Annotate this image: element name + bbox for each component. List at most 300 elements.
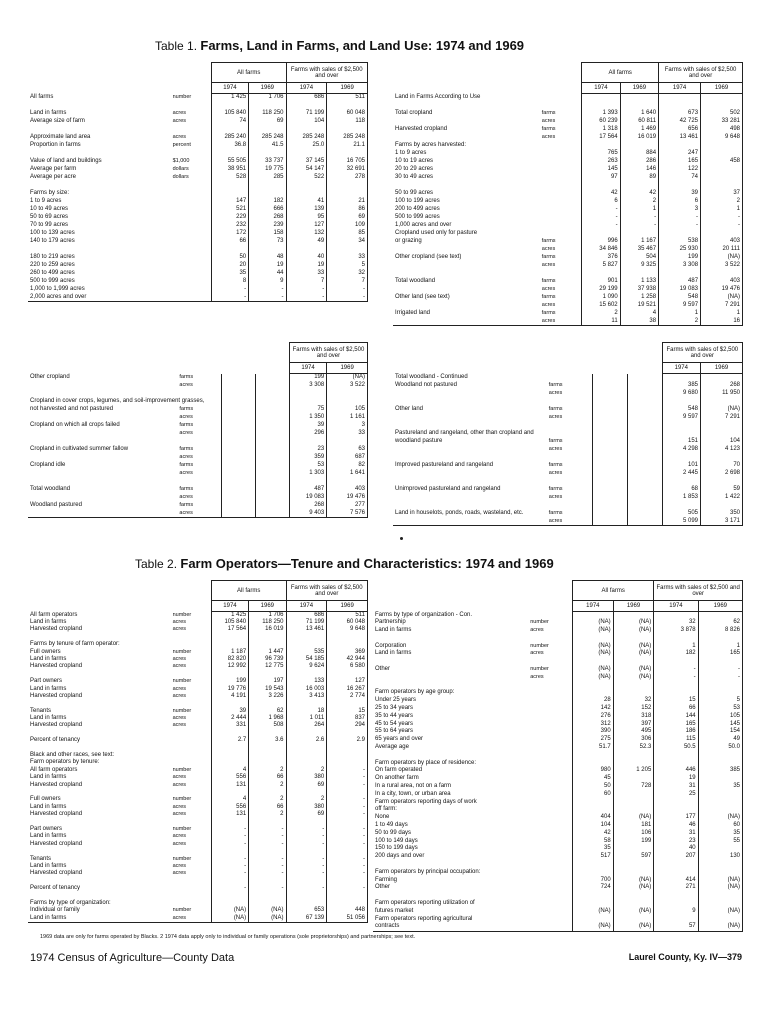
cell-value	[659, 142, 701, 150]
row-unit: acres	[541, 317, 556, 324]
cell-value: 101	[662, 462, 700, 470]
table-row	[393, 142, 743, 150]
cell-empty	[255, 446, 289, 454]
cell-value: 556	[211, 774, 248, 781]
row-label: All farm operators	[30, 611, 78, 618]
cell-value	[613, 806, 654, 814]
table-row	[28, 150, 368, 158]
row-label: On another farm	[375, 775, 419, 782]
cell-value: 4 191	[211, 693, 248, 700]
cell-value	[211, 878, 248, 885]
table-row	[373, 705, 743, 713]
cell-value	[654, 752, 698, 760]
row-label: 35 to 44 years	[375, 712, 414, 719]
table-row	[28, 238, 368, 246]
cell-value: 9 624	[286, 663, 327, 670]
cell-value	[613, 612, 654, 620]
cell-value	[286, 878, 327, 885]
table-row	[393, 486, 743, 494]
cell-empty	[222, 454, 256, 462]
cell-value	[582, 230, 620, 238]
row-label	[28, 494, 177, 502]
cell-value	[613, 791, 654, 799]
cell-value	[211, 246, 248, 254]
cell-value: 285 248	[249, 134, 286, 142]
cell-value: 1 133	[620, 278, 658, 286]
row-unit: acres	[172, 722, 187, 729]
table-row	[28, 462, 368, 470]
cell-value: 68	[662, 486, 700, 494]
cell-value: 2.9	[327, 737, 368, 744]
table-row	[28, 414, 368, 422]
table-row	[393, 118, 743, 126]
cell-value	[698, 612, 742, 620]
table-row	[393, 198, 743, 206]
row-label	[393, 454, 547, 462]
cell-value: 3 522	[701, 262, 743, 270]
row-label: Individual or family	[30, 907, 80, 914]
row-unit	[528, 884, 572, 892]
table-row	[393, 222, 743, 230]
cell-value: 21	[327, 198, 368, 206]
cell-value: 268	[249, 214, 286, 222]
row-unit: acres	[541, 301, 556, 308]
row-unit: acres	[548, 517, 563, 524]
cell-value	[582, 102, 620, 110]
header-year-row	[28, 83, 368, 94]
table-row	[393, 102, 743, 110]
cell-empty	[255, 398, 289, 406]
row-label: 20 to 29 acres	[395, 165, 434, 172]
table-row	[393, 214, 743, 222]
cell-value: 502	[701, 110, 743, 118]
table-row	[373, 838, 743, 846]
table-row	[373, 869, 743, 877]
cell-value: 73	[249, 238, 286, 246]
row-unit: acres	[172, 109, 187, 116]
cell-value	[289, 390, 326, 398]
row-unit: farms	[179, 461, 194, 468]
cell-value: 980	[573, 767, 614, 775]
table-row	[373, 767, 743, 775]
cell-value: 1 706	[249, 612, 286, 620]
header-group-row	[393, 63, 743, 83]
header-spacer	[28, 83, 211, 94]
cell-value: 25.0	[286, 142, 327, 150]
table-row	[393, 454, 743, 462]
table-row	[373, 775, 743, 783]
row-label	[28, 700, 171, 707]
cell-value: 182	[654, 650, 698, 658]
cell-value: -	[211, 826, 248, 833]
row-unit	[547, 454, 592, 462]
cell-value: 9 648	[327, 626, 368, 633]
cell-value: 37	[701, 190, 743, 198]
cell-value: (NA)	[249, 915, 286, 923]
cell-value: (NA)	[573, 643, 614, 651]
row-unit: farms	[541, 109, 556, 116]
cell-value: 11	[582, 318, 620, 326]
row-unit	[177, 390, 221, 398]
row-unit: acres	[548, 469, 563, 476]
row-label: Farms by type of organization - Con.	[375, 611, 473, 618]
cell-value	[573, 658, 614, 666]
cell-value: 1 422	[701, 494, 743, 502]
cell-value: 105 840	[211, 110, 248, 118]
row-unit	[171, 222, 212, 230]
row-label: Farming	[375, 876, 398, 883]
cell-value	[249, 641, 286, 648]
row-unit	[528, 612, 572, 620]
cell-value: 765	[582, 150, 620, 158]
cell-value	[654, 900, 698, 908]
table1-label: Table 1.	[155, 39, 198, 53]
row-unit	[177, 438, 221, 446]
table-row	[28, 641, 368, 648]
cell-value: 34	[327, 238, 368, 246]
cell-value: 19 521	[620, 302, 658, 310]
cell-value: 1 187	[211, 649, 248, 656]
cell-empty	[255, 478, 289, 486]
cell-value	[698, 689, 742, 697]
cell-value: 7 291	[701, 414, 743, 422]
cell-value: 2 774	[327, 693, 368, 700]
cell-value: 1 706	[249, 94, 286, 102]
cell-value: -	[327, 294, 368, 302]
row-unit	[171, 737, 212, 744]
row-unit: acres	[172, 619, 187, 625]
cell-value: 165	[659, 158, 701, 166]
cell-empty	[255, 502, 289, 510]
cell-empty	[592, 446, 627, 454]
row-unit: farms	[541, 253, 556, 260]
row-label: Percent of tenancy	[30, 885, 81, 892]
header-year-row	[393, 363, 743, 374]
cell-value: 197	[249, 678, 286, 685]
row-label: Farms by acres harvested:	[395, 141, 467, 148]
row-label: Cropland used only for pasture	[395, 229, 478, 236]
cell-value	[249, 878, 286, 885]
cell-empty	[627, 382, 662, 390]
row-unit	[528, 853, 572, 861]
cell-empty	[627, 502, 662, 510]
table-row	[28, 671, 368, 678]
cell-value	[211, 150, 248, 158]
row-label: 2,000 acres and over	[30, 293, 87, 300]
header-year-row	[28, 363, 368, 374]
row-unit	[528, 923, 572, 931]
cell-value: 3 226	[249, 693, 286, 700]
cell-value	[327, 878, 368, 885]
row-label	[28, 819, 171, 826]
row-unit	[540, 158, 582, 166]
table-row	[28, 374, 368, 382]
row-label	[28, 478, 177, 486]
row-unit: acres	[179, 429, 193, 436]
cell-value: 32	[327, 270, 368, 278]
row-label: Average per acre	[30, 173, 76, 180]
cell-value: 350	[701, 510, 743, 518]
cell-value	[613, 900, 654, 908]
table-row	[393, 158, 743, 166]
table-row	[373, 814, 743, 822]
table-row	[28, 270, 368, 278]
cell-value	[701, 422, 743, 430]
cell-value	[573, 861, 614, 869]
cell-value	[701, 150, 743, 158]
cell-empty	[592, 374, 627, 382]
cell-value	[613, 892, 654, 900]
cell-value: 142	[573, 705, 614, 713]
row-unit: farms	[548, 405, 563, 412]
table-row	[28, 796, 368, 803]
cell-value: 2	[249, 811, 286, 818]
row-unit	[528, 744, 572, 752]
cell-value	[249, 789, 286, 796]
table-row	[28, 182, 368, 190]
cell-value	[211, 641, 248, 648]
row-label	[28, 126, 171, 134]
cell-value: 115	[654, 736, 698, 744]
cell-value: (NA)	[613, 884, 654, 892]
table2-right-panel	[373, 580, 743, 932]
row-unit	[171, 892, 212, 899]
cell-value: (NA)	[613, 674, 654, 682]
cell-value	[701, 174, 743, 182]
row-unit	[528, 900, 572, 908]
row-unit	[171, 878, 212, 885]
cell-value	[573, 916, 614, 924]
table1-title	[155, 38, 524, 53]
cell-value: 17 564	[582, 134, 620, 142]
row-unit	[528, 806, 572, 814]
cell-value: 9 648	[701, 134, 743, 142]
table-body	[28, 612, 368, 923]
cell-value	[327, 745, 368, 752]
row-label: Land in farms	[30, 833, 67, 840]
table-row	[373, 806, 743, 814]
row-label: Land in farms	[30, 619, 67, 625]
row-label	[373, 658, 528, 666]
cell-value: -	[327, 804, 368, 811]
cell-value: 1 350	[289, 414, 326, 422]
table-row	[28, 166, 368, 174]
cell-value: 207	[654, 853, 698, 861]
row-unit	[171, 885, 212, 892]
data-table	[393, 342, 743, 526]
cell-value	[662, 478, 700, 486]
cell-value: 2	[286, 767, 327, 774]
cell-value: 151	[662, 438, 700, 446]
cell-value: 1 167	[620, 238, 658, 246]
cell-value	[701, 502, 743, 510]
cell-value	[327, 390, 368, 398]
table-row	[393, 238, 743, 246]
row-unit	[528, 721, 572, 729]
header-all-farms: All farms	[211, 581, 286, 601]
row-label: Farm operators by tenure:	[30, 759, 100, 766]
header-sales: Farms with sales of $2,500 and over	[662, 343, 742, 363]
row-label: 70 to 99 acres	[30, 221, 69, 228]
row-unit: acres	[172, 862, 187, 869]
cell-value: 127	[327, 678, 368, 685]
row-unit: acres	[548, 493, 563, 500]
cell-value: 521	[211, 206, 248, 214]
cell-value: 145	[698, 721, 742, 729]
cell-value: 385	[698, 767, 742, 775]
cell-value	[654, 658, 698, 666]
row-unit: acres	[172, 781, 187, 788]
header-year: 1974	[662, 363, 700, 374]
row-label: Total woodland	[30, 485, 71, 492]
cell-value: 8	[211, 278, 248, 286]
table-row	[393, 182, 743, 190]
row-unit	[528, 908, 572, 916]
row-unit	[547, 478, 592, 486]
cell-value: (NA)	[613, 814, 654, 822]
table-row	[373, 682, 743, 690]
cell-value: (NA)	[613, 643, 654, 651]
row-unit: acres	[172, 663, 187, 670]
cell-value: 511	[327, 94, 368, 102]
cell-empty	[255, 422, 289, 430]
cell-value: 118	[327, 118, 368, 126]
row-label: None	[375, 814, 390, 821]
row-label	[393, 286, 540, 294]
row-label: 100 to 199 acres	[395, 197, 440, 204]
row-label	[393, 422, 547, 430]
table-row	[373, 612, 743, 620]
cell-empty	[592, 438, 627, 446]
row-unit	[547, 430, 592, 438]
row-unit	[528, 689, 572, 697]
table-row	[373, 697, 743, 705]
table-row	[393, 502, 743, 510]
row-unit: acres	[172, 133, 187, 140]
table-row	[373, 853, 743, 861]
row-unit: dollars	[172, 165, 189, 172]
cell-value	[286, 752, 327, 759]
cell-value: 673	[659, 110, 701, 118]
cell-value: 1 641	[327, 470, 368, 478]
row-label	[28, 382, 177, 390]
cell-empty	[222, 470, 256, 478]
cell-value: -	[249, 885, 286, 892]
table-row	[28, 752, 368, 759]
header-spacer	[222, 363, 256, 374]
cell-value: 23	[654, 838, 698, 846]
table-row	[28, 892, 368, 899]
cell-value: 36.8	[211, 142, 248, 150]
cell-value: 16	[701, 318, 743, 326]
cell-value: 535	[286, 649, 327, 656]
header-year: 1974	[654, 601, 698, 612]
table-row	[28, 422, 368, 430]
cell-value	[662, 454, 700, 462]
table-row	[393, 310, 743, 318]
table-row	[28, 446, 368, 454]
cell-value: -	[249, 841, 286, 848]
table-row	[393, 398, 743, 406]
row-unit	[540, 206, 582, 214]
row-unit	[528, 869, 572, 877]
table-row	[28, 722, 368, 729]
cell-value: 13 461	[659, 134, 701, 142]
row-label: 150 to 199 days	[375, 845, 418, 852]
row-label: Harvested cropland	[30, 870, 83, 877]
table-row	[28, 398, 368, 406]
cell-value	[654, 806, 698, 814]
row-unit: farms	[548, 381, 563, 388]
row-label	[28, 390, 177, 398]
row-unit: farms	[179, 405, 194, 412]
cell-value: 122	[659, 166, 701, 174]
cell-value: 82	[327, 462, 368, 470]
row-unit: acres	[172, 626, 187, 633]
cell-value: 2.6	[286, 737, 327, 744]
row-label: 200 days and over	[375, 853, 425, 860]
cell-value	[613, 869, 654, 877]
table-row	[393, 254, 743, 262]
row-label: 25 to 34 years	[375, 705, 414, 712]
table-row	[373, 830, 743, 838]
table-row	[28, 406, 368, 414]
table-row	[393, 166, 743, 174]
cell-value	[249, 730, 286, 737]
cell-value: -	[327, 811, 368, 818]
table2-label: Table 2.	[135, 557, 178, 571]
cell-value: 42	[573, 830, 614, 838]
row-label	[28, 454, 177, 462]
cell-value: 104	[573, 822, 614, 830]
cell-value: 60	[573, 791, 614, 799]
table-row	[28, 494, 368, 502]
cell-value	[327, 892, 368, 899]
cell-value	[327, 848, 368, 855]
cell-value: -	[698, 674, 742, 682]
cell-value: 5	[698, 697, 742, 705]
cell-empty	[222, 406, 256, 414]
cell-value: 60 811	[620, 118, 658, 126]
row-unit	[171, 198, 212, 206]
cell-value: 19 083	[289, 494, 326, 502]
cell-value	[286, 641, 327, 648]
row-unit	[540, 142, 582, 150]
cell-value: 5	[327, 262, 368, 270]
row-label: 180 to 219 acres	[30, 253, 75, 260]
cell-value: 285 248	[327, 134, 368, 142]
cell-value	[701, 166, 743, 174]
cell-value	[327, 150, 368, 158]
cell-value: 264	[286, 722, 327, 729]
cell-value	[249, 900, 286, 907]
cell-value: 57	[654, 923, 698, 931]
row-label: Harvested cropland	[30, 811, 83, 818]
cell-value: 2 444	[211, 715, 248, 722]
cell-value: 139	[286, 206, 327, 214]
table-row	[28, 663, 368, 670]
cell-value	[701, 454, 743, 462]
cell-value: 548	[662, 406, 700, 414]
cell-value	[698, 861, 742, 869]
cell-value: 4 123	[701, 446, 743, 454]
cell-value: 285 248	[286, 134, 327, 142]
table-row	[28, 856, 368, 863]
cell-value	[654, 689, 698, 697]
cell-value: 653	[286, 907, 327, 914]
cell-value: 19 776	[211, 686, 248, 693]
cell-value: 15	[654, 697, 698, 705]
